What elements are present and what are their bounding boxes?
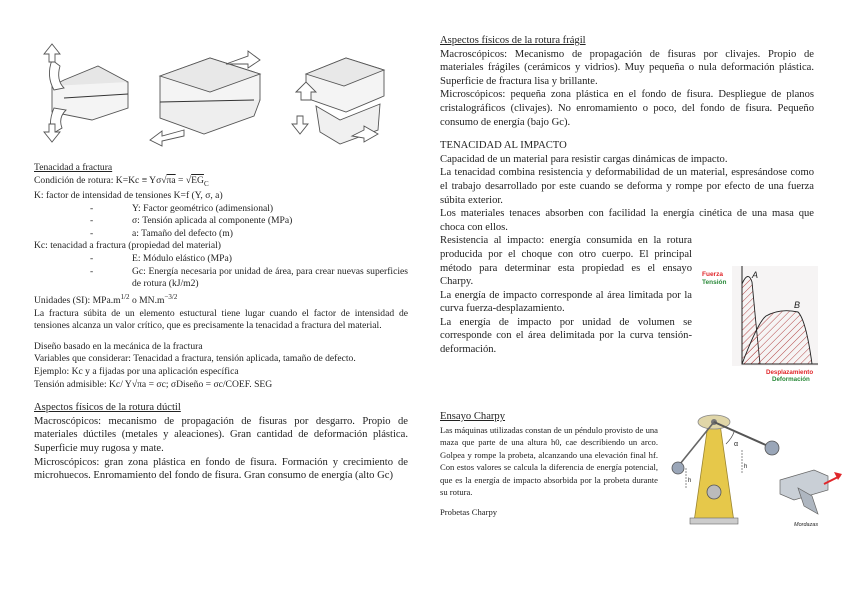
impacto-title: TENACIDAD AL IMPACTO — [440, 140, 567, 152]
kc-definition: Kc: tenacidad a fractura (propiedad del material) — [34, 240, 221, 252]
k-item-3: a: Tamaño del defecto (m) — [132, 227, 233, 239]
machine-base — [690, 518, 738, 524]
kc-list — [34, 253, 408, 291]
k-item-2: σ: Tensión aplicada al componente (MPa) — [132, 215, 293, 227]
ductil-macro: Macroscópicos: mecanismo de propagación de fisuras por desgarro. Propio de materiales dúctiles (metales y aleaciones). Gran cantidad de deformación plástica. Superficie muy rugosa y mate. — [34, 415, 408, 454]
force-displacement-graph — [702, 264, 820, 382]
fragil-macro: Macroscópicos: Mecanismo de propagación de fisuras por clivajes. Propio de materiales frágiles (cerámicos y vidrios). Muy pequeña o nula deformación plástica. Superficie de fractura lisa y brillante. — [440, 48, 814, 87]
condicion-eq: = √ — [175, 174, 192, 186]
list-item — [34, 215, 408, 228]
fragil-micro: Microscópicos: pequeña zona plástica en el fondo de fisura. Despliegue de planos cristalográficos (clivajes). No enromamiento o poco, del fondo de fisura. Pequeño consumo de energía (bajo Gc). — [440, 89, 814, 128]
diseno-line-2: Ejemplo: Kc y a fijadas por una aplicación específica — [34, 366, 239, 377]
kc-item-1: E: Módulo elástico (MPa) — [132, 253, 232, 265]
charpy-section — [440, 410, 658, 519]
list-item — [34, 253, 408, 266]
mode-i-diagram — [44, 44, 128, 142]
label-desplazamiento: Desplazamiento — [766, 369, 814, 376]
initial-hammer — [672, 462, 684, 474]
mordazas-label: Mordazas — [794, 522, 819, 528]
unidades-exp1: 1/2 — [120, 292, 130, 301]
probetas-charpy: Probetas Charpy — [440, 507, 498, 518]
label-fuerza: Fuerza — [702, 271, 723, 278]
condicion-pia: πa — [166, 174, 176, 186]
ductil-title: Aspectos físicos de la rotura dúctil — [34, 402, 181, 414]
condicion-eg: EG — [191, 174, 204, 186]
bullet-dash: - — [90, 265, 94, 277]
ductil-micro: Microscópicos: gran zona plástica en fondo de fisura. Formación y crecimiento de microhuecos. Enromamiento del fondo de fisura. Gran consumo de energía (alto Gc) — [34, 456, 408, 482]
left-column — [34, 162, 408, 483]
list-item — [34, 266, 408, 291]
k-definition: K: factor de intensidad de tensiones K=f (Y, σ, a) — [34, 190, 223, 202]
diseno-line-1: Variables que considerar: Tenacidad a fractura, tensión aplicada, tamaño de defecto. — [34, 353, 356, 365]
unidades-mid: o MN.m — [129, 295, 165, 307]
unidades-prefix: Unidades (SI): MPa.m — [34, 295, 121, 307]
specimen-diagram — [780, 470, 842, 514]
fracture-modes-illustration — [34, 36, 394, 148]
angle-arc — [726, 432, 734, 444]
charpy-title: Ensayo Charpy — [440, 411, 506, 422]
mode-iii-diagram — [292, 58, 384, 144]
charpy-machine-diagram — [664, 410, 844, 532]
fractura-paragraph: La fractura súbita de un elemento estuctural tiene lugar cuando el factor de intensidad de tensiones alcanza un valor crítico, que es precisamente la tenacidad a fractura del material. — [34, 307, 408, 332]
condicion-prefix: Condición de rotura: K=Kc ≡ Yσ√ — [34, 174, 167, 186]
bullet-dash: - — [90, 215, 94, 227]
anvil — [707, 485, 721, 499]
mode-ii-diagram — [150, 51, 260, 146]
label-b: B — [794, 300, 801, 310]
bullet-dash: - — [90, 253, 94, 265]
impacto-p3: Los materiales tenaces absorben con facilidad la energía cinética de una masa que choca con ellos. — [440, 208, 814, 233]
hf-label: h — [744, 464, 748, 470]
impacto-p2: La tenacidad combina resistencia y deformabilidad de un material, espresándose como el trabajo desarrollado por este cuando se deforma y rompe por efecto de una fuerza súbita exterior. — [440, 167, 814, 206]
unidades — [34, 291, 408, 308]
k-item-1: Y: Factor geométrico (adimensional) — [132, 202, 274, 214]
h0-label: h — [688, 478, 692, 484]
pendulum-hammer — [765, 441, 779, 455]
fragil-title: Aspectos físicos de la rotura frágil — [440, 35, 586, 46]
list-item — [34, 203, 408, 216]
bullet-dash: - — [90, 202, 94, 214]
impacto-p1: Capacidad de un material para resistir cargas dinámicas de impacto. — [440, 153, 728, 165]
diseno-title: Diseño basado en la mecánica de la fractura — [34, 340, 203, 352]
tenacidad-title: Tenacidad a fractura — [34, 162, 113, 173]
energia-volumen: La energía de impacto por unidad de volumen se corresponde con el área delimitada por la curva tensión-deformación. — [440, 316, 692, 356]
charpy-text: Las máquinas utilizadas constan de un péndulo provisto de una maza que parte de una altura h0, cae describiendo un arco. Golpea y rompe la probeta, alcanzando una elevación final hf. Con estos valores se calcula la diferencia de energía potencial, que es la energía de impacto absorbida por la probeta durante su rotura. — [440, 425, 658, 498]
label-a: A — [752, 270, 759, 280]
list-item — [34, 228, 408, 241]
alpha-label: α — [734, 441, 739, 448]
energia-area: La energía de impacto corresponde al área limitada por la curva fuerza-desplazamiento. — [440, 289, 692, 315]
resistencia-impacto: Resistencia al impacto: energía consumida en la rotura producida por el choque con otro cuerpo. El principal método para determinar esta propiedad es el ensayo Charpy. — [440, 235, 692, 288]
label-tension: Tensión — [702, 279, 727, 286]
condicion-sub: C — [203, 179, 209, 188]
bullet-dash: - — [90, 227, 94, 239]
unidades-exp2: −3/2 — [164, 292, 178, 301]
tension-admisible: Tensión admisible: Kc/ Y√πa = σc; σDiseño = σc/COEF. SEG — [34, 378, 273, 390]
k-list — [34, 203, 408, 241]
kc-item-2: Gc: Energía necesaria por unidad de área, para crear nuevas superficies de rotura (kJ/m2) — [132, 265, 408, 290]
label-deformacion: Deformación — [772, 376, 810, 382]
condicion-rotura — [34, 175, 408, 191]
